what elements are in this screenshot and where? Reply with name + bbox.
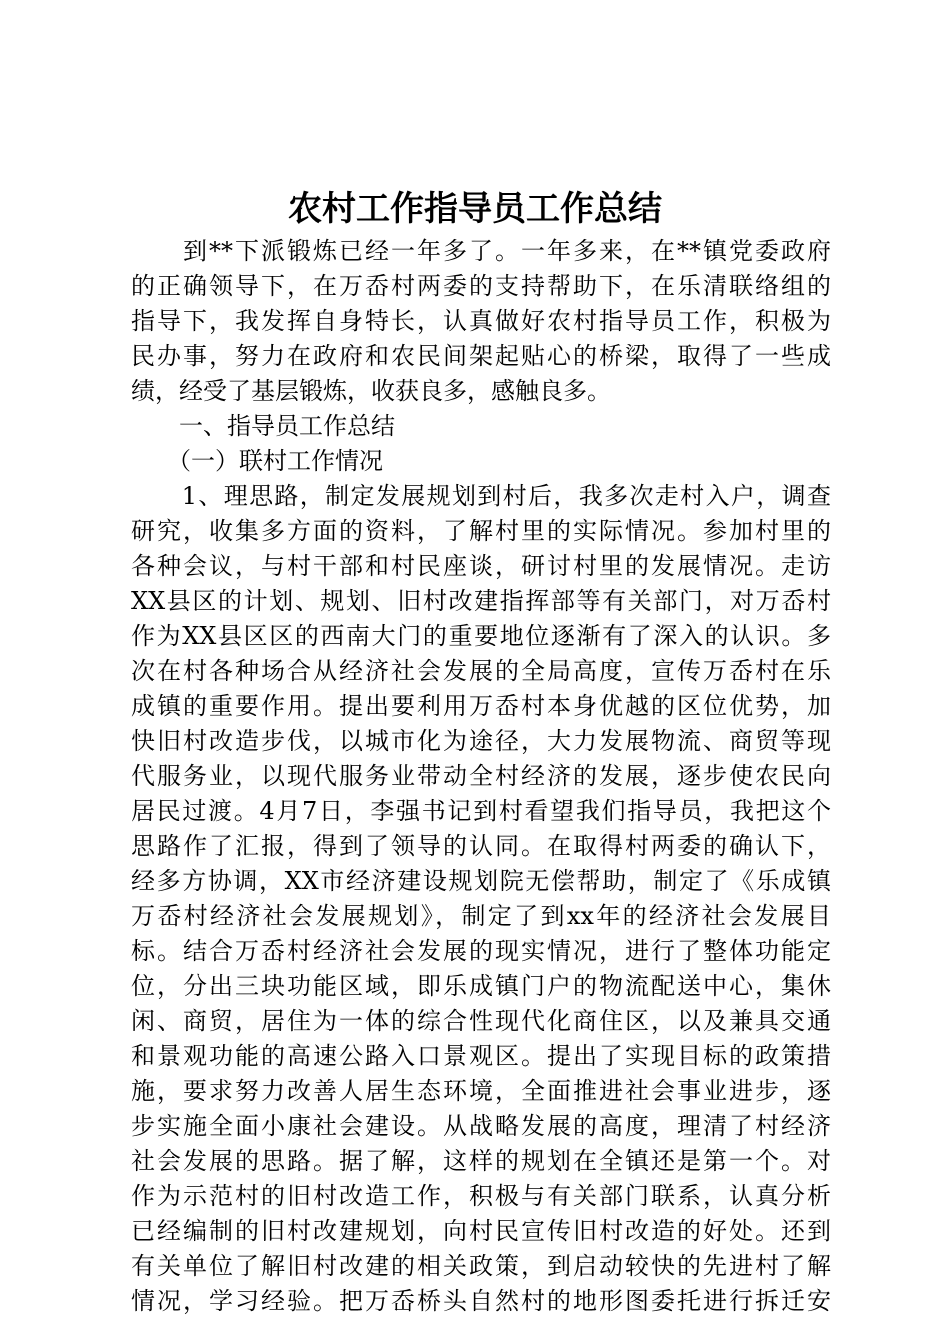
text-line: 快旧村改造步伐，以城市化为途径，大力发展物流、商贸等现 [131,727,831,755]
text-line: 指导下，我发挥自身特长，认真做好农村指导员工作，积极为 [131,307,831,335]
text-line: XX县区的计划、规划、旧村改建指挥部等有关部门，对万岙村 [131,587,831,615]
document-body [131,234,831,1319]
text-line: 代服务业，以现代服务业带动全村经济的发展，逐步使农民向 [131,762,831,790]
text-line: 施，要求努力改善人居生态环境，全面推进社会事业进步，逐 [131,1077,831,1105]
text-line: 和景观功能的高速公路入口景观区。提出了实现目标的政策措 [131,1042,831,1070]
text-line: 成镇的重要作用。提出要利用万岙村本身优越的区位优势，加 [131,692,831,720]
text-line: 一、指导员工作总结 [131,412,395,440]
text-line: 居民过渡。4月7日，李强书记到村看望我们指导员，我把这个 [131,797,831,825]
text-line: 作为示范村的旧村改造工作，积极与有关部门联系，认真分析 [131,1182,831,1210]
text-line: 作为XX县区区的西南大门的重要地位逐渐有了深入的认识。多 [131,622,831,650]
text-line: 步实施全面小康社会建设。从战略发展的高度，理清了村经济 [131,1112,831,1140]
text-line: 1、理思路，制定发展规划到村后，我多次走村入户，调查 [131,482,831,510]
text-line: 思路作了汇报，得到了领导的认同。在取得村两委的确认下， [131,832,831,860]
text-line: 到**下派锻炼已经一年多了。一年多来，在**镇党委政府 [131,237,831,265]
text-line: 的正确领导下，在万岙村两委的支持帮助下，在乐清联络组的 [131,272,831,300]
text-line: 次在村各种场合从经济社会发展的全局高度，宣传万岙村在乐 [131,657,831,685]
text-line: 绩，经受了基层锻炼，收获良多，感触良多。 [131,377,611,405]
text-line: 万岙村经济社会发展规划》，制定了到xx年的经济社会发展目 [131,902,831,930]
text-line: 情况，学习经验。把万岙桥头自然村的地形图委托进行拆迁安 [131,1287,831,1315]
text-line: 社会发展的思路。据了解，这样的规划在全镇还是第一个。对 [131,1147,831,1175]
text-line: 民办事，努力在政府和农民间架起贴心的桥梁，取得了一些成 [131,342,831,370]
text-line: 有关单位了解旧村改建的相关政策，到启动较快的先进村了解 [131,1252,831,1280]
text-line: 已经编制的旧村改建规划，向村民宣传旧村改造的好处。还到 [131,1217,831,1245]
text-line: （一）联村工作情况 [131,447,383,475]
text-line: 标。结合万岙村经济社会发展的现实情况，进行了整体功能定 [131,937,831,965]
text-line: 闲、商贸，居住为一体的综合性现代化商住区，以及兼具交通 [131,1007,831,1035]
text-line: 位，分出三块功能区域，即乐成镇门户的物流配送中心，集休 [131,972,831,1000]
text-line: 各种会议，与村干部和村民座谈，研讨村里的发展情况。走访 [131,552,831,580]
text-line: 研究，收集多方面的资料，了解村里的实际情况。参加村里的 [131,517,831,545]
text-line: 经多方协调，XX市经济建设规划院无偿帮助，制定了《乐成镇 [131,867,831,895]
document-title: 农村工作指导员工作总结 [288,189,662,229]
